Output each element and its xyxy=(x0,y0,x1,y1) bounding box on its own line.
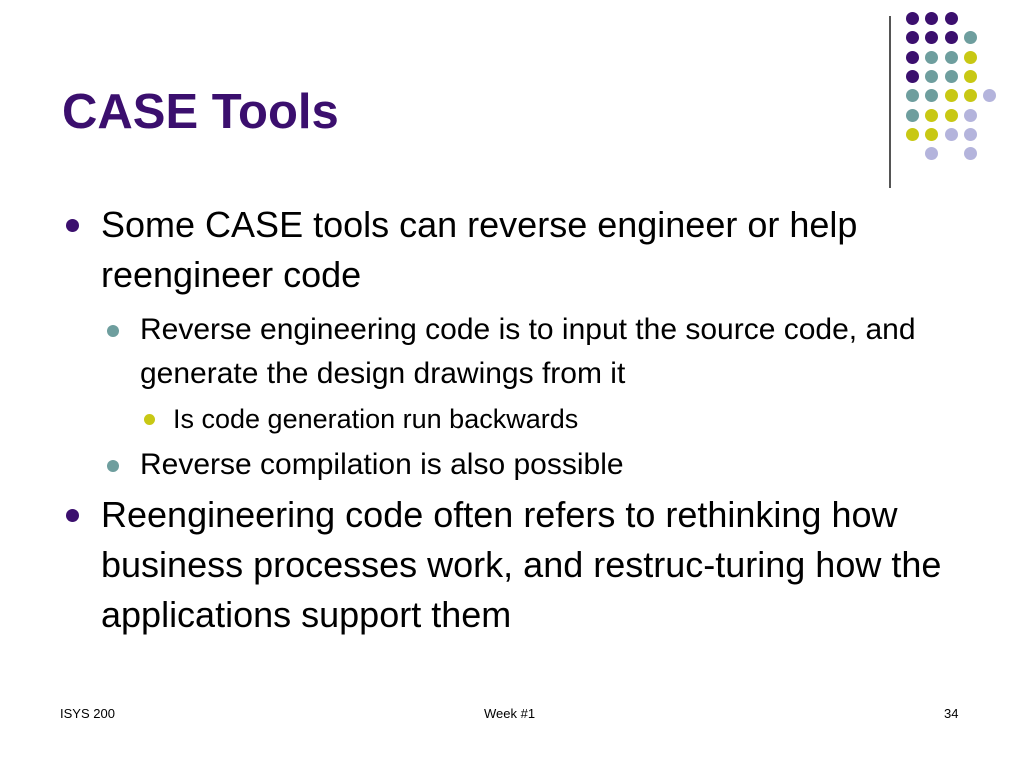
footer-week-label: Week #1 xyxy=(484,706,536,721)
bullet-item-level2 xyxy=(62,308,972,396)
bullet-item-level2 xyxy=(62,443,972,487)
bullet-dot-icon xyxy=(107,460,119,472)
decorative-dot-icon xyxy=(983,89,996,102)
decorative-dot-icon xyxy=(945,51,958,64)
decorative-dot-icon xyxy=(906,51,919,64)
decorative-dot-icon xyxy=(925,147,938,160)
decorative-dot-icon xyxy=(945,89,958,102)
decorative-dot-icon xyxy=(925,31,938,44)
decorative-dot-grid xyxy=(906,12,1024,172)
decorative-dot-icon xyxy=(945,31,958,44)
bullet-dot-icon xyxy=(66,219,79,232)
bullet-text: Some CASE tools can reverse engineer or help reengineer code xyxy=(101,204,858,295)
bullet-text: Reverse compilation is also possible xyxy=(140,448,624,481)
decorative-dot-icon xyxy=(906,31,919,44)
decorative-dot-icon xyxy=(964,31,977,44)
decorative-dot-icon xyxy=(964,89,977,102)
decorative-dot-icon xyxy=(925,70,938,83)
decorative-dot-icon xyxy=(945,109,958,122)
bullet-dot-icon xyxy=(144,414,155,425)
decorative-dot-icon xyxy=(945,12,958,25)
bullet-item-level1 xyxy=(62,200,972,300)
slide-title: CASE Tools xyxy=(62,85,339,139)
decorative-dot-icon xyxy=(964,70,977,83)
footer-course-label: ISYS 200 xyxy=(60,706,115,721)
decorative-dot-icon xyxy=(964,128,977,141)
decorative-dot-icon xyxy=(925,89,938,102)
decorative-dot-icon xyxy=(964,51,977,64)
footer-page-number: 34 xyxy=(944,706,959,721)
decorative-dot-icon xyxy=(925,12,938,25)
bullet-dot-icon xyxy=(66,509,79,522)
bullet-item-level3 xyxy=(62,399,972,439)
decorative-dot-icon xyxy=(906,70,919,83)
bullet-dot-icon xyxy=(107,325,119,337)
decorative-dot-icon xyxy=(964,109,977,122)
decorative-dot-icon xyxy=(964,147,977,160)
decorative-dot-icon xyxy=(925,128,938,141)
decorative-dot-icon xyxy=(925,109,938,122)
decorative-dot-icon xyxy=(925,51,938,64)
decorative-dot-icon xyxy=(906,89,919,102)
bullet-item-level1 xyxy=(62,490,972,640)
decorative-dot-icon xyxy=(906,12,919,25)
bullet-text: Reverse engineering code is to input the source code, and generate the design drawings from it xyxy=(140,313,916,390)
slide-body xyxy=(62,200,972,648)
decorative-dot-icon xyxy=(945,128,958,141)
bullet-text: Is code generation run backwards xyxy=(173,404,579,434)
title-divider-line xyxy=(889,16,891,188)
decorative-dot-icon xyxy=(906,128,919,141)
decorative-dot-icon xyxy=(906,109,919,122)
bullet-text: Reengineering code often refers to rethinking how business processes work, and restruc-turing how the applications support them xyxy=(101,494,942,635)
decorative-dot-icon xyxy=(945,70,958,83)
